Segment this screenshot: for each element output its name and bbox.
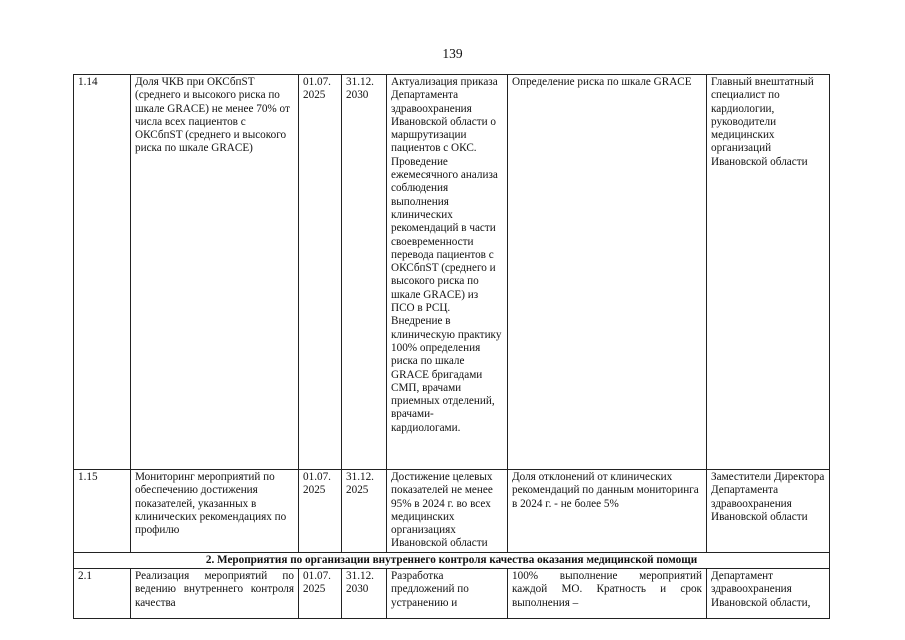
- table-row: [74, 75, 830, 470]
- row-number: 1.15: [74, 470, 131, 553]
- end-date: 31.12. 2025: [342, 470, 387, 553]
- section-header-row: [74, 552, 830, 568]
- indicator-name: Доля ЧКВ при ОКСбпST (среднего и высокого риска по шкале GRACE) не менее 70% от числа всех пациентов с ОКСбпST (среднего и высокого риска по шкале GRACE): [131, 75, 299, 470]
- responsible: Департамент здравоохранения Ивановской области,: [707, 569, 830, 619]
- indicator-name: Реализация мероприятий по ведению внутреннего контроля качества: [131, 569, 299, 619]
- end-date: 31.12. 2030: [342, 569, 387, 619]
- responsible: Главный внештатный специалист по кардиологии, руководители медицинских организаций Ивановской области: [707, 75, 830, 470]
- plan-table: [73, 74, 830, 619]
- start-date: 01.07. 2025: [299, 569, 342, 619]
- expected-result: Определение риска по шкале GRACE: [508, 75, 707, 470]
- measures: Разработка предложений по устранению и: [387, 569, 508, 619]
- table-row: [74, 569, 830, 619]
- expected-result: 100% выполнение мероприятий каждой МО. Кратность и срок выполнения –: [508, 569, 707, 619]
- expected-result: Доля отклонений от клинических рекомендаций по данным мониторинга в 2024 г. - не более 5%: [508, 470, 707, 553]
- measures: Достижение целевых показателей не менее 95% в 2024 г. во всех медицинских организациях Ивановской области: [387, 470, 508, 553]
- responsible: Заместители Директора Департамента здравоохранения Ивановской области: [707, 470, 830, 553]
- page-number: 139: [442, 46, 463, 61]
- row-number: 1.14: [74, 75, 131, 470]
- measures: Актуализация приказа Департамента здравоохранения Ивановской области о маршрутизации пациентов с ОКС. Проведение ежемесячного анализа соблюдения выполнения клинических рекомендаций в части своевременности перевода пациентов с ОКСбпST (среднего и высокого риска по шкале GRACE) из ПСО в РСЦ. Внедрение в клиническую практику 100% определения риска по шкале GRACE бригадами СМП, врачами приемных отделений, врачами-кардиологами.: [387, 75, 508, 470]
- start-date: 01.07. 2025: [299, 470, 342, 553]
- row-number: 2.1: [74, 569, 131, 619]
- table-row: [74, 470, 830, 553]
- start-date: 01.07. 2025: [299, 75, 342, 470]
- indicator-name: Мониторинг мероприятий по обеспечению достижения показателей, указанных в клинических рекомендациях по профилю: [131, 470, 299, 553]
- section-title: 2. Мероприятия по организации внутреннего контроля качества оказания медицинской помощи: [74, 552, 830, 568]
- end-date: 31.12. 2030: [342, 75, 387, 470]
